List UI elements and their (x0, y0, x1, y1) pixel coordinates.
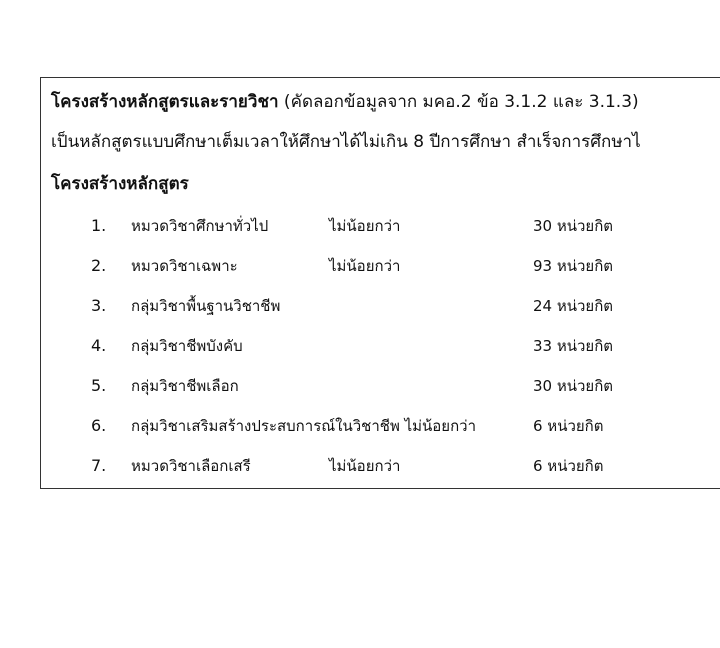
item-name: หมวดวิชาเฉพาะ (131, 257, 238, 275)
list-item (41, 369, 720, 409)
item-name: กลุ่มวิชาชีพบังคับ (131, 337, 243, 355)
item-number: 5. (91, 376, 107, 395)
item-credits: 6 หน่วยกิต (533, 417, 604, 435)
list-item (41, 289, 720, 329)
item-name: หมวดวิชาเลือกเสรี (131, 457, 251, 475)
item-name: กลุ่มวิชาเสริมสร้างประสบการณ์ในวิชาชีพ ไม่น้อยกว่า (131, 417, 477, 435)
item-credits: 93 หน่วยกิต (533, 257, 614, 275)
heading-note-text: (คัดลอกข้อมูลจาก มคอ.2 ข้อ 3.1.2 และ 3.1.3) (278, 92, 639, 112)
heading-bold-text: โครงสร้างหลักสูตรและรายวิชา (51, 92, 279, 112)
item-number: 3. (91, 296, 107, 315)
item-condition: ไม่น้อยกว่า (329, 457, 401, 475)
item-credits: 33 หน่วยกิต (533, 337, 614, 355)
item-condition: ไม่น้อยกว่า (329, 217, 401, 235)
list-item (41, 249, 720, 289)
list-item (41, 409, 720, 449)
item-name: กลุ่มวิชาพื้นฐานวิชาชีพ (131, 297, 281, 315)
item-credits: 30 หน่วยกิต (533, 217, 614, 235)
program-description: เป็นหลักสูตรแบบศึกษาเต็มเวลาให้ศึกษาได้ไม่เกิน 8 ปีการศึกษา สำเร็จการศึกษาไ (51, 132, 641, 152)
list-item (41, 329, 720, 369)
curriculum-structure-box (40, 77, 720, 489)
item-credits: 24 หน่วยกิต (533, 297, 614, 315)
item-credits: 30 หน่วยกิต (533, 377, 614, 395)
list-item (41, 449, 720, 489)
item-number: 6. (91, 416, 107, 435)
item-name: กลุ่มวิชาชีพเลือก (131, 377, 239, 395)
list-item (41, 209, 720, 249)
item-condition: ไม่น้อยกว่า (329, 257, 401, 275)
credit-list (41, 209, 720, 489)
subheading: โครงสร้างหลักสูตร (51, 174, 189, 194)
section-heading (51, 90, 639, 114)
item-number: 4. (91, 336, 107, 355)
item-name: หมวดวิชาศึกษาทั่วไป (131, 217, 269, 235)
item-credits: 6 หน่วยกิต (533, 457, 604, 475)
item-number: 7. (91, 456, 107, 475)
item-number: 1. (91, 216, 107, 235)
item-number: 2. (91, 256, 107, 275)
